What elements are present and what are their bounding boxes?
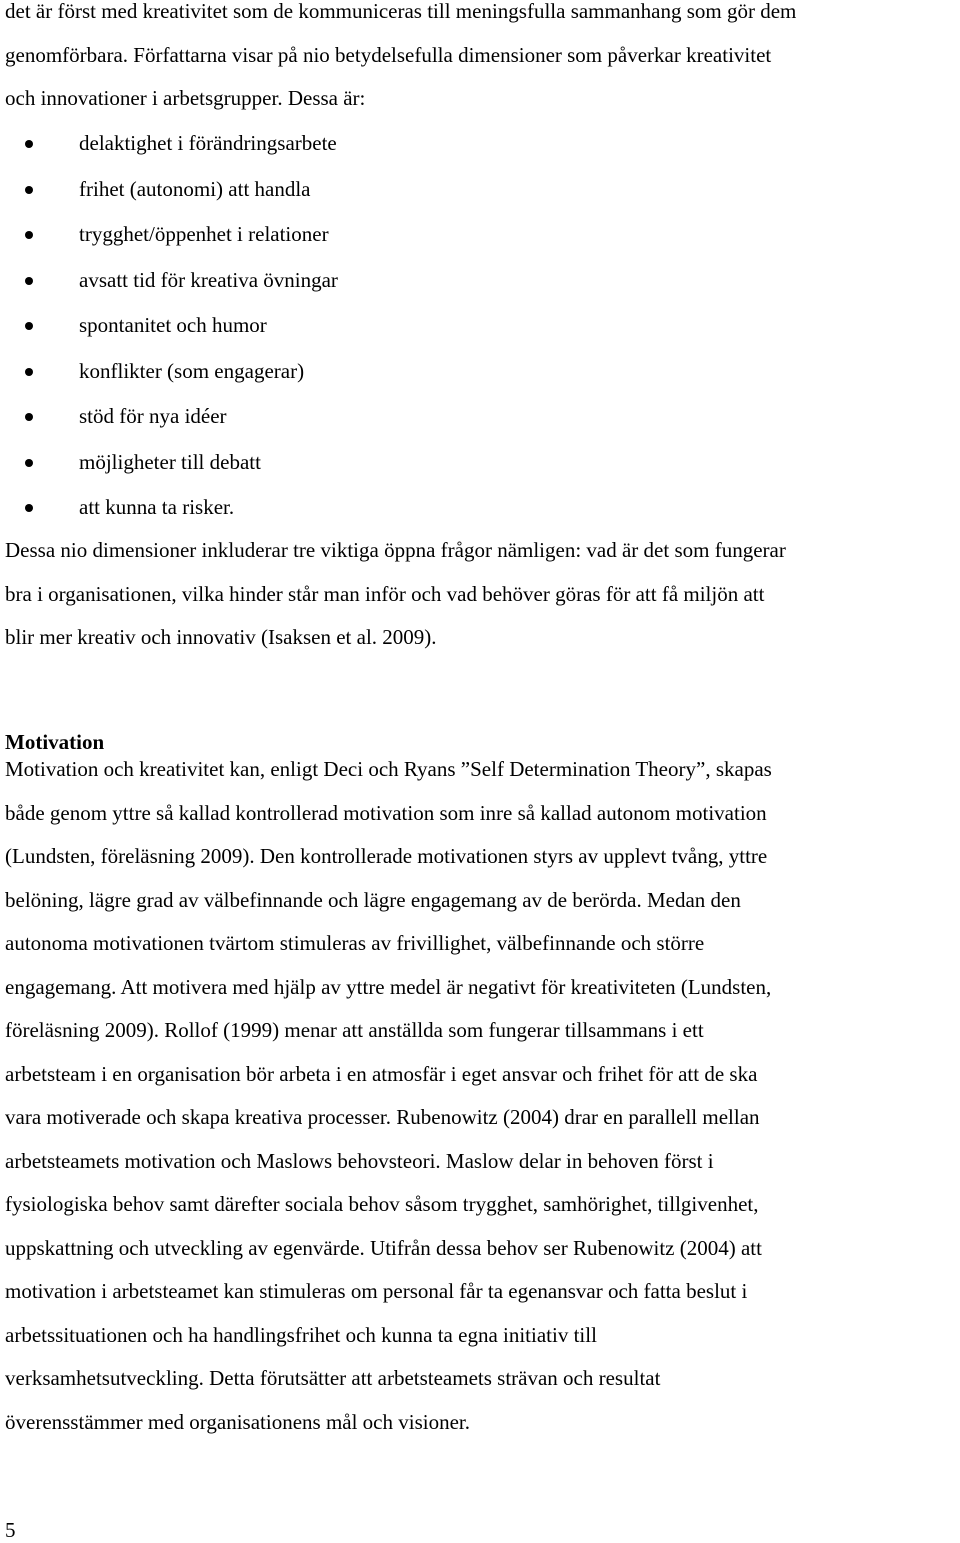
text-line: Motivation och kreativitet kan, enligt Deci och Ryans ”Self Determination Theory”, skapas [5, 757, 772, 781]
text-line: fysiologiska behov samt därefter sociala behov såsom trygghet, samhörighet, tillgivenhet, [5, 1192, 759, 1216]
text-line: överensstämmer med organisationens mål och visioner. [5, 1409, 471, 1434]
page-number: 5 [5, 1518, 16, 1542]
text-line: både genom yttre så kallad kontrollerad motivation som inre så kallad autonom motivation [5, 800, 767, 825]
list-item [5, 349, 338, 395]
bullet-icon [25, 186, 33, 194]
text-line: belöning, lägre grad av välbefinnande och lägre engagemang av de berörda. Medan den [5, 887, 741, 912]
list-item-label: delaktighet i förändringsarbete [79, 131, 337, 155]
list-item [5, 212, 338, 258]
list-item-label: stöd för nya idéer [79, 404, 227, 428]
text-line: genomförbara. Författarna visar på nio betydelsefulla dimensioner som påverkar kreativitet [5, 42, 772, 67]
bullet-icon [25, 368, 33, 376]
text-line: (Lundsten, föreläsning 2009). Den kontrollerade motivationen styrs av upplevt tvång, yttre [5, 844, 768, 868]
bullet-icon [25, 322, 33, 330]
list-item-label: konflikter (som engagerar) [79, 358, 305, 383]
list-item [5, 394, 338, 440]
list-item-label: frihet (autonomi) att handla [79, 176, 311, 201]
text-line: arbetsteam i en organisation bör arbeta i en atmosfär i eget ansvar och frihet för att de ska [5, 1061, 758, 1086]
list-item [5, 303, 338, 349]
list-item-label: möjligheter till debatt [79, 449, 261, 474]
text-line: bra i organisationen, vilka hinder står man inför och vad behöver göras för att få miljön att [5, 581, 765, 606]
bullet-icon [25, 277, 33, 285]
text-line: Dessa nio dimensioner inkluderar tre viktiga öppna frågor nämligen: vad är det som fungerar [5, 538, 786, 562]
list-item [5, 485, 338, 531]
bullet-icon [25, 231, 33, 239]
list-item-label: avsatt tid för kreativa övningar [79, 267, 338, 292]
bullet-icon [25, 504, 33, 512]
dimensions-summary-paragraph [5, 529, 786, 660]
text-line: blir mer kreativ och innovativ (Isaksen et al. 2009). [5, 625, 437, 649]
list-item [5, 440, 338, 486]
list-item-label: spontanitet och humor [79, 313, 267, 337]
text-line: det är först med kreativitet som de kommuniceras till meningsfulla sammanhang som gör dem [5, 0, 797, 23]
bullet-icon [25, 413, 33, 421]
text-line: vara motiverade och skapa kreativa processer. Rubenowitz (2004) drar en parallell mellan [5, 1105, 760, 1129]
text-line: engagemang. Att motivera med hjälp av yttre medel är negativt för kreativiteten (Lundsten, [5, 974, 772, 999]
bullet-icon [25, 140, 33, 148]
text-line: föreläsning 2009). Rollof (1999) menar att anställda som fungerar tillsammans i ett [5, 1018, 704, 1042]
dimensions-list [5, 121, 338, 531]
section-heading: Motivation [5, 730, 105, 755]
text-line: arbetsteamets motivation och Maslows behovsteori. Maslow delar in behoven först i [5, 1148, 714, 1173]
list-item-label: trygghet/öppenhet i relationer [79, 222, 329, 246]
list-item-label: att kunna ta risker. [79, 495, 235, 519]
text-line: autonoma motivationen tvärtom stimuleras av frivillighet, välbefinnande och större [5, 931, 705, 955]
list-item [5, 258, 338, 304]
motivation-paragraph [5, 748, 772, 1444]
text-line: motivation i arbetsteamet kan stimuleras om personal får ta egenansvar och fatta beslut i [5, 1279, 748, 1303]
text-line: arbetssituationen och ha handlingsfrihet och kunna ta egna initiativ till [5, 1322, 597, 1347]
bullet-icon [25, 459, 33, 467]
list-item [5, 121, 338, 167]
intro-paragraph [5, 0, 796, 121]
text-line: uppskattning och utveckling av egenvärde. Utifrån dessa behov ser Rubenowitz (2004) att [5, 1235, 762, 1260]
text-line: och innovationer i arbetsgrupper. Dessa är: [5, 86, 366, 110]
list-item [5, 167, 338, 213]
text-line: verksamhetsutveckling. Detta förutsätter att arbetsteamets strävan och resultat [5, 1366, 661, 1390]
